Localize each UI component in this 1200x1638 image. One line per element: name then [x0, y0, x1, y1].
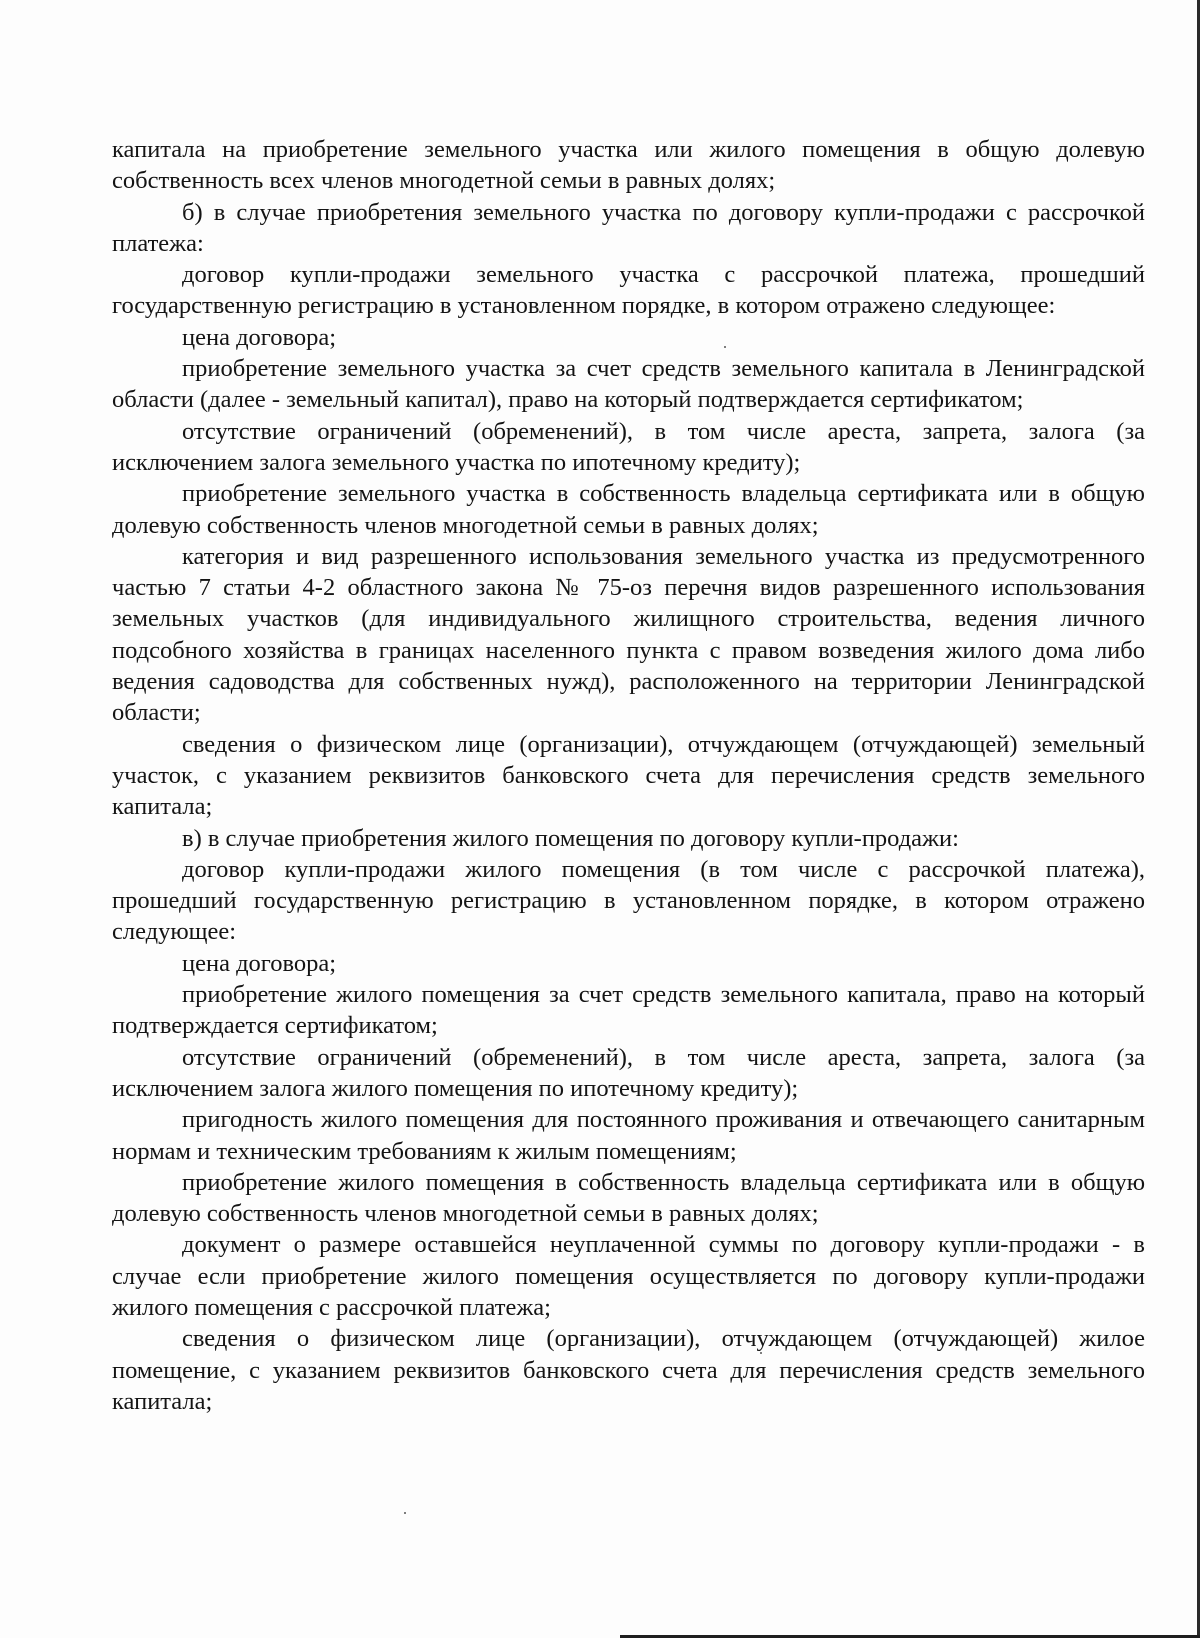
scan-speck: [724, 346, 726, 348]
paragraph-14: отсутствие ограничений (обременений), в том числе ареста, запрета, залога (за исключением залога жилого помещения по ипотечному кредиту);: [112, 1043, 1145, 1102]
paragraph-18: сведения о физическом лице (организации), отчуждающем (отчуждающей) жилое помещение, с указанием реквизитов банковского счета для перечисления средств земельного капитала;: [112, 1325, 1145, 1415]
scan-speck: [760, 1352, 762, 1354]
paragraph-9: сведения о физическом лице (организации), отчуждающем (отчуждающей) земельный участок, с указанием реквизитов банковского счета для перечисления средств земельного капитала;: [112, 730, 1145, 821]
paragraph-2: б) в случае приобретения земельного участка по договору купли-продажи с рассрочкой платежа:: [112, 198, 1145, 257]
paragraph-17: документ о размере оставшейся неуплаченной суммы по договору купли-продажи - в случае если приобретение жилого помещения осуществляется по договору купли-продажи жилого помещения с рассрочкой платежа;: [112, 1231, 1145, 1321]
scan-speck: [404, 1512, 406, 1514]
paragraph-16: приобретение жилого помещения в собственность владельца сертификата или в общую долевую собственность членов многодетной семьи в равных долях;: [112, 1168, 1145, 1228]
paragraph-12: цена договора;: [182, 949, 337, 977]
paragraph-13: приобретение жилого помещения за счет средств земельного капитала, право на который подтверждается сертификатом;: [112, 981, 1145, 1040]
paragraph-15: пригодность жилого помещения для постоянного проживания и отвечающего санитарным нормам и техническим требованиям к жилым помещениям;: [112, 1106, 1145, 1165]
document-body: [112, 134, 1145, 1417]
paragraph-7: приобретение земельного участка в собственность владельца сертификата или в общую долевую собственность членов многодетной семьи в равных долях;: [112, 480, 1145, 539]
paragraph-4: цена договора;: [182, 323, 337, 351]
paragraph-8: категория и вид разрешенного использования земельного участка из предусмотренного частью 7 статьи 4-2 областного закона № 75-оз перечня видов разрешенного использования земельных участков (для индивидуального жилищного строительства, ведения личного подсобного хозяйства в границах населенного пункта с правом возведения жилого дома либо ведения садоводства для собственных нужд), расположенного на территории Ленинградской области;: [112, 542, 1145, 727]
paragraph-11: договор купли-продажи жилого помещения (в том числе с рассрочкой платежа), прошедший государственную регистрацию в установленном порядке, в котором отражено следующее:: [112, 855, 1145, 946]
paragraph-5: приобретение земельного участка за счет средств земельного капитала в Ленинградской области (далее - земельный капитал), право на который подтверждается сертификатом;: [112, 355, 1145, 414]
paragraph-10: в) в случае приобретения жилого помещения по договору купли-продажи:: [182, 824, 959, 852]
paragraph-1: капитала на приобретение земельного участка или жилого помещения в общую долевую собственность всех членов многодетной семьи в равных долях;: [112, 136, 1145, 195]
paragraph-6: отсутствие ограничений (обременений), в том числе ареста, запрета, залога (за исключением залога земельного участка по ипотечному кредиту);: [112, 417, 1145, 476]
paragraph-3: договор купли-продажи земельного участка с рассрочкой платежа, прошедший государственную регистрацию в установленном порядке, в котором отражено следующее:: [112, 261, 1145, 320]
